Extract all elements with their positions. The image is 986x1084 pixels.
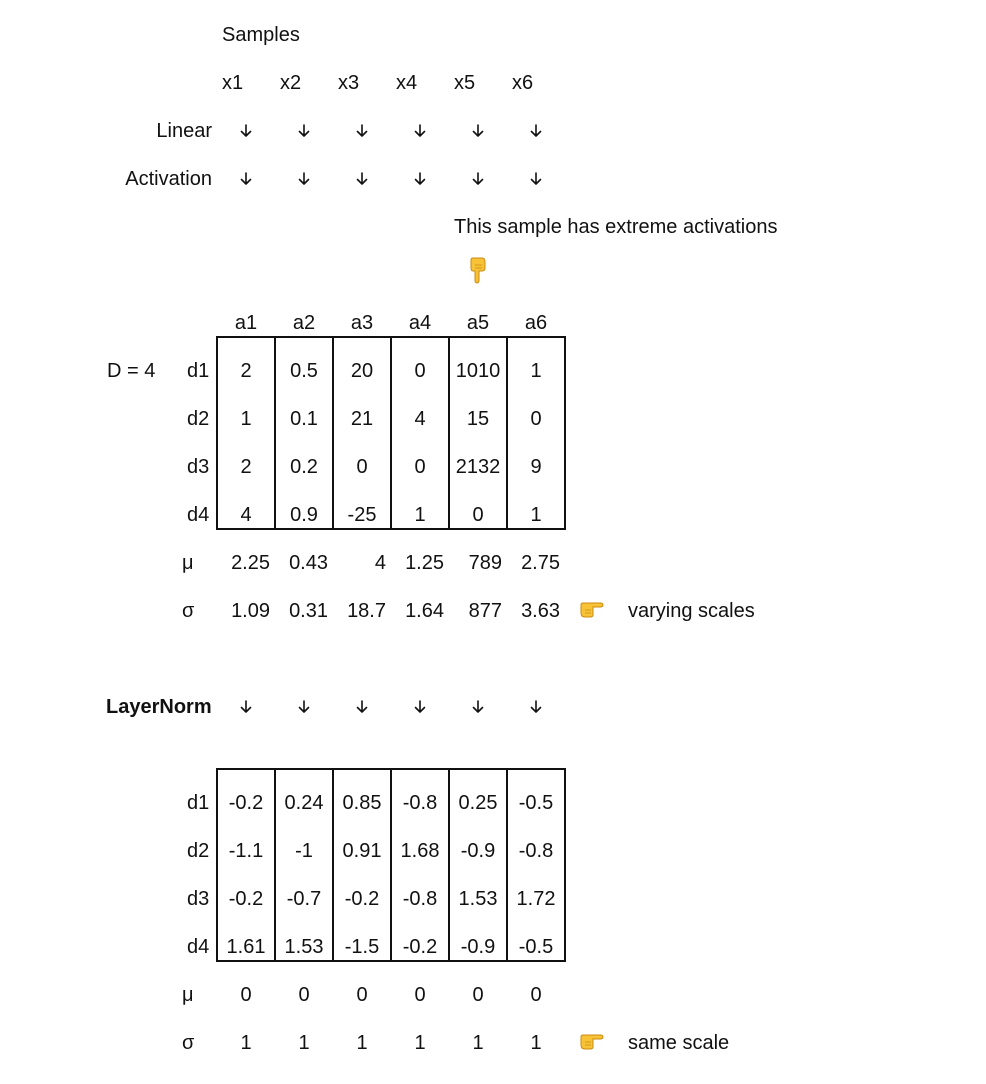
- linear-arrow-down-icon: [449, 119, 507, 143]
- linear-arrow-down-icon: [217, 119, 275, 143]
- table2-sigma-value: 1: [356, 1032, 368, 1054]
- table2-cell: -0.2: [344, 888, 380, 910]
- table2-row-label: d3: [187, 888, 210, 910]
- table2-cell: 1.72: [516, 888, 556, 910]
- table2-sigma-value: 1: [472, 1032, 484, 1054]
- table1-cell: 1010: [455, 360, 501, 382]
- table1-cell: 2: [240, 360, 252, 382]
- table2-cell: -1.5: [344, 936, 380, 958]
- activation-arrow-down-icon: [449, 167, 507, 191]
- table2-cell: -0.9: [460, 936, 496, 958]
- activation-arrow-down-icon: [391, 167, 449, 191]
- table1-cell: 0.2: [290, 456, 318, 478]
- table2-cell: -1: [295, 840, 313, 862]
- sample-label: x1: [222, 72, 244, 94]
- linear-arrow-down-icon: [391, 119, 449, 143]
- table1-col-header: a4: [408, 312, 432, 334]
- table2-mu-value: 0: [414, 984, 426, 1006]
- table1-cell: 20: [350, 360, 374, 382]
- table2-row-label: d2: [187, 840, 210, 862]
- sample-label: x3: [338, 72, 360, 94]
- layernorm-label: LayerNorm: [106, 696, 212, 718]
- sample-label: x4: [396, 72, 418, 94]
- table1-cell: 0: [530, 408, 542, 430]
- table1-cell: 1: [414, 504, 426, 526]
- table2-row-label: d1: [187, 792, 210, 814]
- table2-cell: -1.1: [228, 840, 264, 862]
- sample-label: x5: [454, 72, 476, 94]
- sample-label: x2: [280, 72, 302, 94]
- table1-mu-value: 1.25: [405, 552, 444, 574]
- activation-arrow-down-icon: [507, 167, 565, 191]
- table2-sigma-label: σ: [182, 1032, 195, 1054]
- varying-scales-note: varying scales: [628, 600, 755, 622]
- table1-cell: 0: [414, 360, 426, 382]
- table2-sigma-value: 1: [240, 1032, 252, 1054]
- table1-cell: 0.1: [290, 408, 318, 430]
- layernorm-arrow-down-icon: [391, 695, 449, 719]
- table1-row-label: d4: [187, 504, 210, 526]
- table2-sigma-value: 1: [298, 1032, 310, 1054]
- table1-cell: 2: [240, 456, 252, 478]
- table1-mu-value: 4: [374, 552, 386, 574]
- table1-col-header: a1: [234, 312, 258, 334]
- table1-cell: 0: [414, 456, 426, 478]
- table2-cell: 1.53: [284, 936, 324, 958]
- layernorm-arrow-down-icon: [507, 695, 565, 719]
- table1-cell: 9: [530, 456, 542, 478]
- table2-cell: 1.68: [400, 840, 440, 862]
- linear-arrow-down-icon: [333, 119, 391, 143]
- table1-cell: 15: [466, 408, 490, 430]
- table2-cell: 1.53: [458, 888, 498, 910]
- sample-label: x6: [512, 72, 534, 94]
- table1-cell: 0: [472, 504, 484, 526]
- table1-cell: 21: [350, 408, 374, 430]
- table1-cell: 0.9: [290, 504, 318, 526]
- table2-mu-value: 0: [530, 984, 542, 1006]
- table2-mu-value: 0: [240, 984, 252, 1006]
- table1-sigma-value: 0.31: [289, 600, 328, 622]
- table2-mu-value: 0: [298, 984, 310, 1006]
- table1-cell: 0.5: [290, 360, 318, 382]
- table2-sigma-value: 1: [530, 1032, 542, 1054]
- table1-mu-label: μ: [182, 552, 194, 574]
- activation-arrow-down-icon: [275, 167, 333, 191]
- activation-arrow-down-icon: [333, 167, 391, 191]
- table2-sigma-value: 1: [414, 1032, 426, 1054]
- table2-cell: 0.91: [342, 840, 382, 862]
- table2-mu-value: 0: [472, 984, 484, 1006]
- activation-label: Activation: [125, 168, 212, 190]
- same-scale-note: same scale: [628, 1032, 730, 1054]
- table1-row-label: d2: [187, 408, 210, 430]
- table1-cell: 1: [530, 504, 542, 526]
- activation-arrow-down-icon: [217, 167, 275, 191]
- table1-col-header: a2: [292, 312, 316, 334]
- table1-mu-value: 2.25: [231, 552, 270, 574]
- layernorm-arrow-down-icon: [449, 695, 507, 719]
- table2-cell: -0.5: [518, 936, 554, 958]
- layernorm-arrow-down-icon: [275, 695, 333, 719]
- table1-col-header: a5: [466, 312, 490, 334]
- table1-sigma-value: 18.7: [347, 600, 386, 622]
- table1-cell: 0: [356, 456, 368, 478]
- table1-cell: 4: [414, 408, 426, 430]
- linear-arrow-down-icon: [275, 119, 333, 143]
- table1-sigma-value: 877: [468, 600, 502, 622]
- table2-cell: -0.5: [518, 792, 554, 814]
- table2-row-label: d4: [187, 936, 210, 958]
- table1-cell: 2132: [455, 456, 501, 478]
- table2-cell: -0.9: [460, 840, 496, 862]
- table2-mu-value: 0: [356, 984, 368, 1006]
- table2-cell: 0.85: [342, 792, 382, 814]
- backhand-index-pointing-down-icon: [463, 256, 491, 284]
- table1-mu-value: 2.75: [521, 552, 560, 574]
- extreme-callout-text: This sample has extreme activations: [454, 216, 778, 238]
- dimension-label: D = 4: [107, 360, 156, 382]
- samples-title: Samples: [222, 24, 300, 46]
- layernorm-arrow-down-icon: [333, 695, 391, 719]
- table2-cell: -0.2: [402, 936, 438, 958]
- table1-col-header: a3: [350, 312, 374, 334]
- table1-row-label: d1: [187, 360, 210, 382]
- table1-sigma-value: 3.63: [521, 600, 560, 622]
- table2-cell: -0.8: [402, 888, 438, 910]
- table2-cell: 0.25: [458, 792, 498, 814]
- table1-sigma-value: 1.64: [405, 600, 444, 622]
- table1-sigma-label: σ: [182, 600, 195, 622]
- table2-cell: 1.61: [226, 936, 266, 958]
- table1-col-header: a6: [524, 312, 548, 334]
- linear-label: Linear: [156, 120, 212, 142]
- table1-sigma-value: 1.09: [231, 600, 270, 622]
- table1-cell: 1: [240, 408, 252, 430]
- table2-mu-label: μ: [182, 984, 194, 1006]
- backhand-index-pointing-right-icon: [578, 595, 606, 623]
- table2-cell: -0.2: [228, 792, 264, 814]
- table1-cell: 1: [530, 360, 542, 382]
- backhand-index-pointing-right-icon: [578, 1027, 606, 1055]
- table2-cell: -0.7: [286, 888, 322, 910]
- table1-cell: -25: [347, 504, 377, 526]
- table1-mu-value: 0.43: [289, 552, 328, 574]
- table2-cell: -0.2: [228, 888, 264, 910]
- table2-cell: 0.24: [284, 792, 324, 814]
- table1-mu-value: 789: [468, 552, 502, 574]
- table1-row-label: d3: [187, 456, 210, 478]
- layernorm-arrow-down-icon: [217, 695, 275, 719]
- table2-cell: -0.8: [518, 840, 554, 862]
- table1-cell: 4: [240, 504, 252, 526]
- linear-arrow-down-icon: [507, 119, 565, 143]
- table2-cell: -0.8: [402, 792, 438, 814]
